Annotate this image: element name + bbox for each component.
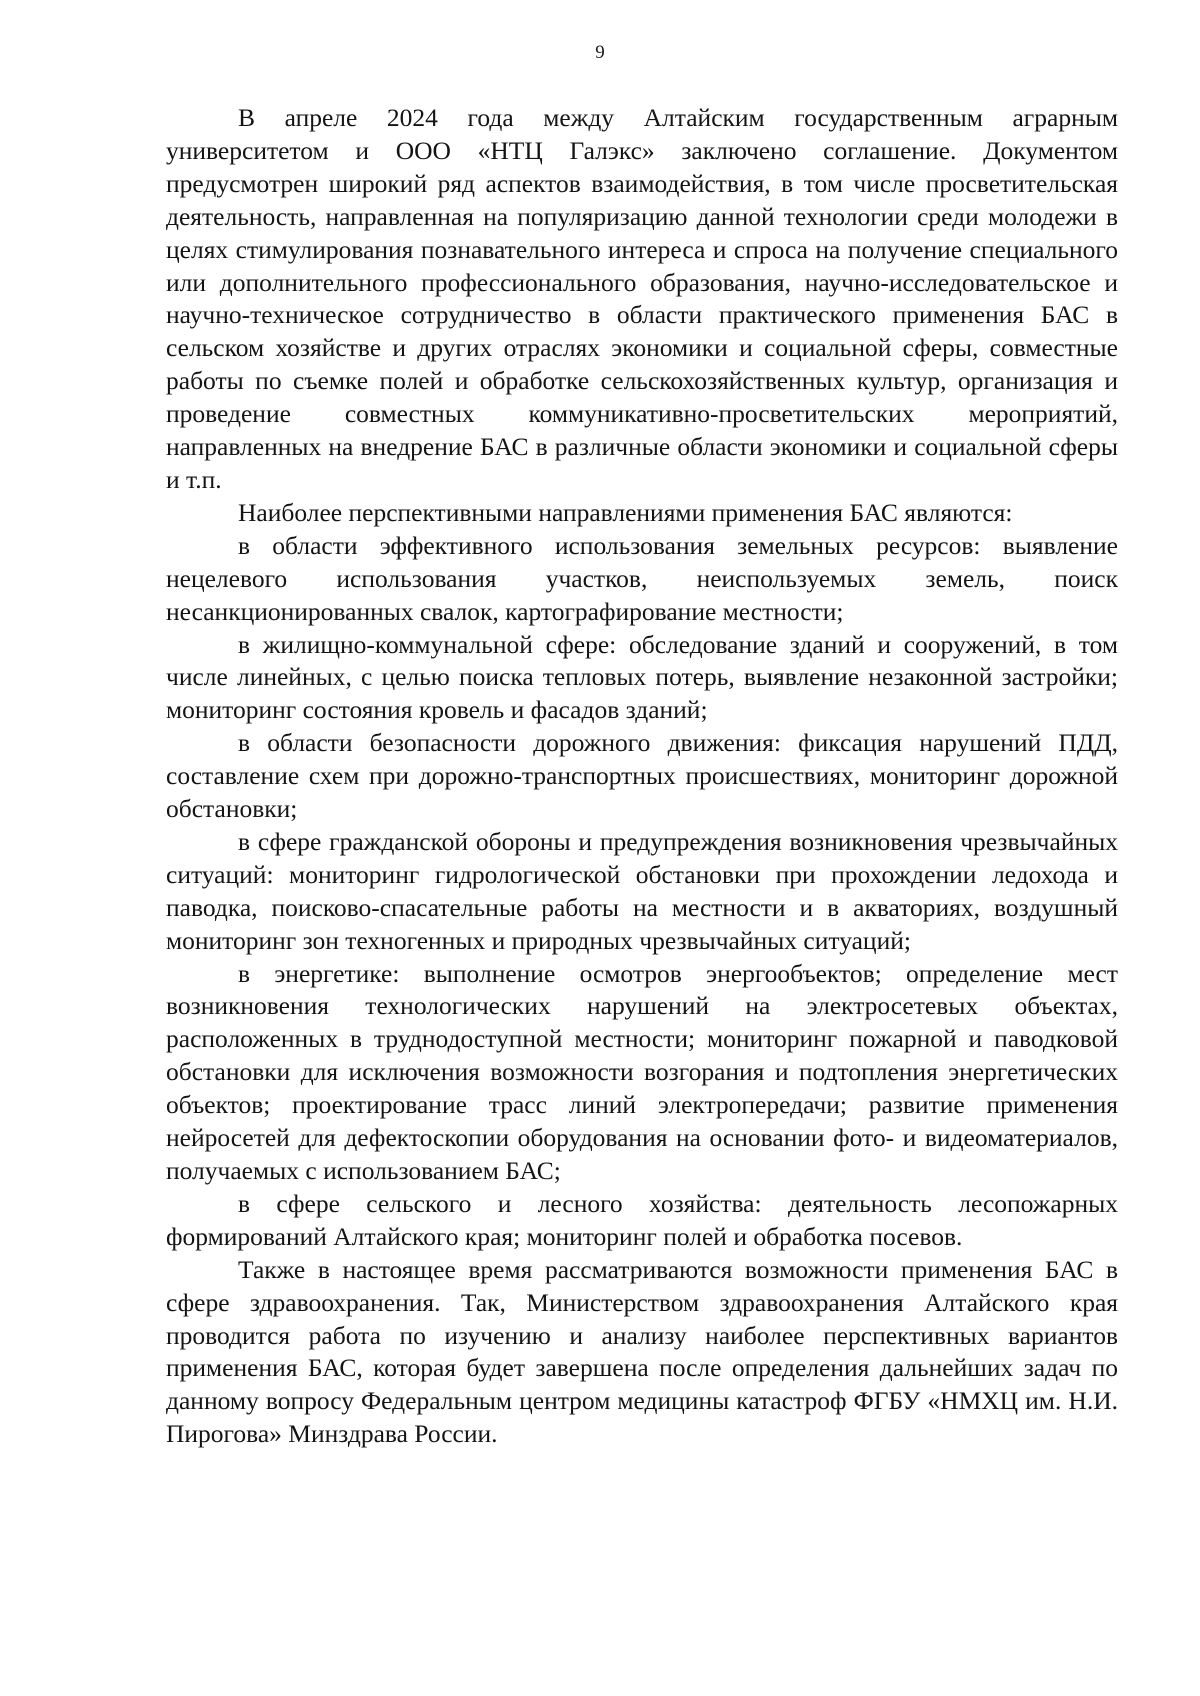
paragraph-land-resources: в области эффективного использования земельных ресурсов: выявление нецелевого использования участков, неиспользуемых земель, поиск несанкционированных свалок, картографирование местности; [166, 530, 1118, 626]
paragraph-agriculture-forestry: в сфере сельского и лесного хозяйства: деятельность лесопожарных формирований Алтайского края; мониторинг полей и обработка посевов. [166, 1188, 1118, 1251]
document-body [166, 102, 1118, 1451]
paragraph-energy: в энергетике: выполнение осмотров энергообъектов; определение мест возникновения технологических нарушений на электросетевых объектах, расположенных в труднодоступной местности; мониторинг пожарной и паводковой обстановки для исключения возможности возгорания и подтопления энергетических объектов; проектирование трасс линий электропередачи; развитие применения нейросетей для дефектоскопии оборудования на основании фото- и видеоматериалов, получаемых с использованием БАС; [166, 958, 1118, 1185]
paragraph-road-safety: в области безопасности дорожного движения: фиксация нарушений ПДД, составление схем при дорожно-транспортных происшествиях, мониторинг дорожной обстановки; [166, 728, 1118, 824]
page-number: 9 [595, 42, 605, 63]
paragraph-agreement: В апреле 2024 года между Алтайским государственным аграрным университетом и ООО «НТЦ Галэкс» заключено соглашение. Документом предусмотрен широкий ряд аспектов взаимодействия, в том числе просветительская деятельность, направленная на популяризацию данной технологии среди молодежи в целях стимулирования познавательного интереса и спроса на получение специального или дополнительного профессионального образования, научно-исследовательское и научно-техническое сотрудничество в области практического применения БАС в сельском хозяйстве и других отраслях экономики и социальной сферы, совместные работы по съемке полей и обработке сельскохозяйственных культур, организация и проведение совместных коммуникативно-просветительских мероприятий, направленных на внедрение БАС в различные области экономики и социальной сферы и т.п. [166, 103, 1118, 494]
paragraph-directions-intro: Наиболее перспективными направлениями применения БАС являются: [238, 497, 1013, 527]
paragraph-healthcare: Также в настоящее время рассматриваются возможности применения БАС в сфере здравоохранения. Так, Министерством здравоохранения Алтайского края проводится работа по изучению и анализу наиболее перспективных вариантов применения БАС, которая будет завершена после определения дальнейших задач по данному вопросу Федеральным центром медицины катастроф ФГБУ «НМХЦ им. Н.И. Пирогова» Минздрава России. [166, 1254, 1118, 1449]
paragraph-civil-defense: в сфере гражданской обороны и предупреждения возникновения чрезвычайных ситуаций: мониторинг гидрологической обстановки при прохождении ледохода и паводка, поисково-спасательные работы на местности и в акваториях, воздушный мониторинг зон техногенных и природных чрезвычайных ситуаций; [166, 826, 1118, 955]
paragraph-housing-utilities: в жилищно-коммунальной сфере: обследование зданий и сооружений, в том числе линейных, с целью поиска тепловых потерь, выявление незаконной застройки; мониторинг состояния кровель и фасадов зданий; [166, 629, 1118, 725]
